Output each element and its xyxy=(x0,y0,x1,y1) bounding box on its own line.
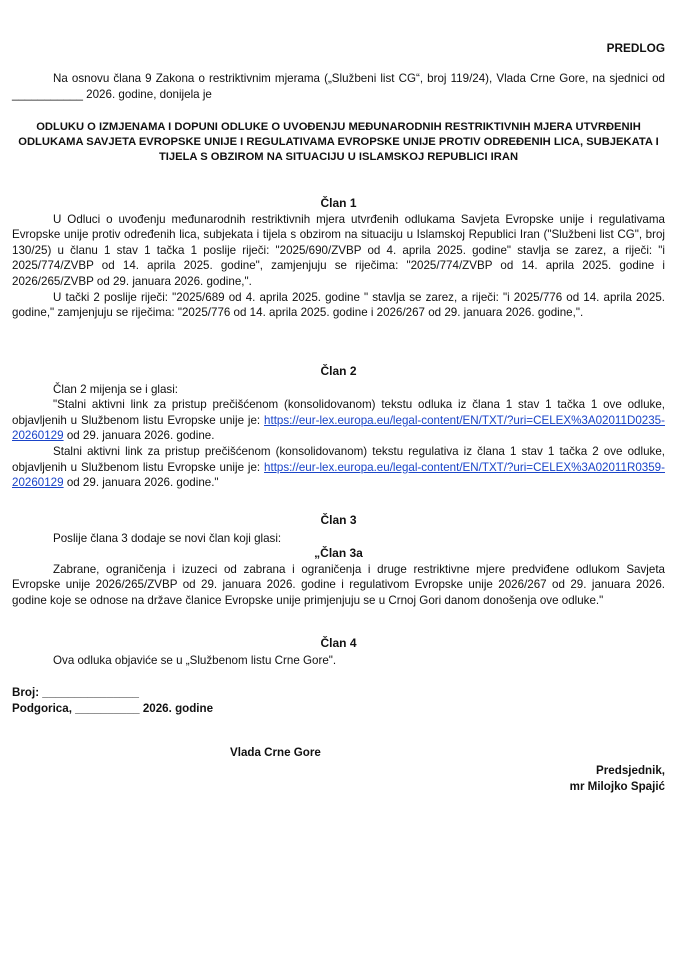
article-3-lead: Poslije člana 3 dodaje se novi član koji glasi: xyxy=(53,531,282,545)
president-title: Predsjednik, xyxy=(596,764,665,777)
government-name: Vlada Crne Gore xyxy=(230,746,321,759)
article-1-paragraph-2: U tački 2 poslije riječi: "2025/689 od 4. aprila 2025. godine " stavlja se zarez, a riječi: "i 2025/776 od 14. aprila 2025. godine," zamjenjuju se riječima: "2025/776 od 14. aprila 2025. godine i 2026/267 od 29. januara 2026. godine,". xyxy=(12,290,665,320)
article-3-heading: Član 3 xyxy=(320,513,357,527)
article-2-paragraph-2 xyxy=(12,444,665,491)
article-1 xyxy=(12,196,665,321)
article-4-paragraph: Ova odluka objaviće se u „Službenom listu Crne Gore". xyxy=(53,653,337,667)
article-2-heading: Član 2 xyxy=(320,364,357,378)
president-name: mr Milojko Spajić xyxy=(569,780,665,793)
article-4-heading: Član 4 xyxy=(320,636,357,650)
article-3 xyxy=(12,513,665,609)
article-4 xyxy=(12,636,665,668)
decision-title: ODLUKU O IZMJENAMA I DOPUNI ODLUKE O UVOĐENJU MEĐUNARODNIH RESTRIKTIVNIH MJERA UTVRĐENIH ODLUKAMA SAVJETA EVROPSKE UNIJE I REGULATIVAMA EVROPSKE UNIJE PROTIV ODREĐENIH LICA, SUBJEKATA I TIJELA S OBZIROM NA SITUACIJU U ISLAMSKOJ REPUBLICI IRAN xyxy=(18,121,659,164)
article-2-lead: Član 2 mijenja se i glasi: xyxy=(53,382,179,396)
document-number: Broj: _______________ xyxy=(12,686,139,699)
proposal-label: PREDLOG xyxy=(606,41,665,55)
article-2-p2-tail: od 29. januara 2026. godine." xyxy=(63,476,219,490)
consolidated-regulations-link[interactable]: https://eur-lex.europa.eu/legal-content/EN/TXT/?uri=CELEX%3A02011R0359-20260129 xyxy=(12,460,665,490)
article-2-paragraph-1 xyxy=(12,397,665,444)
place-and-date: Podgorica, __________ 2026. godine xyxy=(12,702,214,715)
article-2-p2-text: Stalni aktivni link za pristup prečišćenom (konsolidovanom) tekstu regulativa iz člana 1 stav 1 tačka 2 ove odluke, objavljenih u Službenom listu Evropske unije je: xyxy=(12,444,665,474)
article-2 xyxy=(12,364,665,491)
article-1-heading: Član 1 xyxy=(320,196,357,210)
article-3a-paragraph: Zabrane, ograničenja i izuzeci od zabrana i ograničenja i druge restriktivne mjere predviđene odlukom Savjeta Evropske unije 2026/265/ZVBP od 29. januara 2026. godine i regulativom Evropske unije 2026/267 od 29. januara 2026. godine koje se odnose na države članice Evropske unije primjenjuju se u Crnoj Gori danom donošenja ove odluke." xyxy=(12,562,665,607)
article-2-p1-tail: od 29. januara 2026. godine. xyxy=(63,429,215,443)
article-3a-heading: „Član 3a xyxy=(314,546,363,561)
article-2-p1-text: "Stalni aktivni link za pristup prečišćenom (konsolidovanom) tekstu odluka iz člana 1 stav 1 tačka 1 ove odluke, objavljenih u Službenom listu Evropske unije je: xyxy=(12,398,665,427)
consolidated-decisions-link[interactable]: https://eur-lex.europa.eu/legal-content/EN/TXT/?uri=CELEX%3A02011D0235-20260129 xyxy=(12,413,665,443)
article-1-paragraph-1: U Odluci o uvođenju međunarodnih restriktivnih mjera utvrđenih odlukama Savjeta Evropske unije i regulativama Evropske unije protiv određenih lica, subjekata i tijela s obzirom na situaciju u Islamskoj Republici Iran ("Službeni list CG", broj 130/25) u članu 1 stav 1 tačka 1 poslije riječi: "2025/690/ZVBP od 4. aprila 2025. godine" stavlja se zarez, a riječi: "i 2025/774/ZVBP od 14. aprila 2025. godine", zamjenjuju se riječima: "2025/774/ZVBP od 14. aprila 2025. godine i 2026/265/ZVBP od 29. januara 2026. godine,". xyxy=(12,212,665,288)
intro-paragraph: Na osnovu člana 9 Zakona o restriktivnim mjerama („Službeni list CG“, broj 119/24), Vlada Crne Gore, na sjednici od ___________ 2026. godine, donijela je xyxy=(12,72,665,101)
